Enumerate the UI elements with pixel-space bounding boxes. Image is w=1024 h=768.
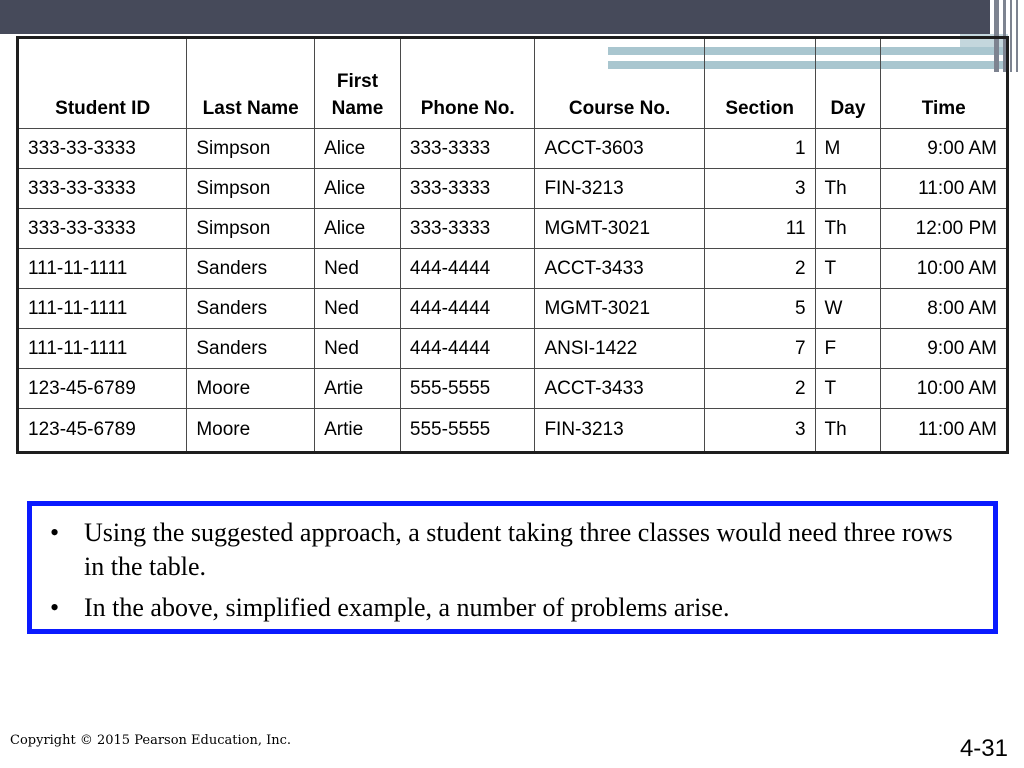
cell-first-name: Alice [315,209,401,249]
cell-student-id: 111-11-1111 [18,249,187,289]
cell-student-id: 111-11-1111 [18,329,187,369]
top-decorative-bar [0,0,990,34]
cell-phone-no: 333-3333 [400,169,535,209]
cell-last-name: Simpson [187,129,315,169]
cell-course-no: ANSI-1422 [535,329,704,369]
cell-time: 9:00 AM [881,329,1008,369]
header-day: Day [815,38,881,129]
cell-section: 7 [704,329,815,369]
cell-day: Th [815,209,881,249]
cell-last-name: Sanders [187,249,315,289]
enrollment-table-container [16,36,1009,454]
header-phone-no: Phone No. [400,38,535,129]
cell-course-no: ACCT-3433 [535,249,704,289]
cell-phone-no: 555-5555 [400,369,535,409]
cell-day: W [815,289,881,329]
cell-course-no: MGMT-3021 [535,289,704,329]
cell-first-name: Alice [315,169,401,209]
cell-last-name: Moore [187,369,315,409]
cell-student-id: 123-45-6789 [18,369,187,409]
cell-first-name: Alice [315,129,401,169]
table-header-row [18,38,1008,129]
cell-phone-no: 333-3333 [400,129,535,169]
table-row [18,249,1008,289]
cell-course-no: ACCT-3603 [535,129,704,169]
cell-last-name: Sanders [187,289,315,329]
cell-section: 2 [704,369,815,409]
cell-first-name: Artie [315,369,401,409]
cell-day: T [815,369,881,409]
table-row [18,209,1008,249]
cell-time: 10:00 AM [881,369,1008,409]
bullet-box [27,501,998,634]
cell-student-id: 333-33-3333 [18,129,187,169]
cell-phone-no: 444-4444 [400,329,535,369]
header-last-name: Last Name [187,38,315,129]
cell-last-name: Sanders [187,329,315,369]
cell-section: 1 [704,129,815,169]
cell-student-id: 333-33-3333 [18,169,187,209]
cell-section: 3 [704,409,815,453]
cell-day: T [815,249,881,289]
cell-day: F [815,329,881,369]
cell-first-name: Artie [315,409,401,453]
cell-time: 8:00 AM [881,289,1008,329]
table-row [18,169,1008,209]
header-section: Section [704,38,815,129]
cell-phone-no: 555-5555 [400,409,535,453]
cell-day: Th [815,409,881,453]
cell-time: 9:00 AM [881,129,1008,169]
enrollment-table [16,36,1009,454]
table-row [18,289,1008,329]
copyright-notice: Copyright © 2015 Pearson Education, Inc. [10,733,292,748]
cell-phone-no: 444-4444 [400,249,535,289]
bullet-item [46,516,979,584]
cell-phone-no: 444-4444 [400,289,535,329]
cell-time: 11:00 AM [881,169,1008,209]
cell-section: 2 [704,249,815,289]
cell-course-no: ACCT-3433 [535,369,704,409]
header-first-name: First Name [315,38,401,129]
bullet-item [46,591,979,625]
table-row [18,369,1008,409]
cell-section: 11 [704,209,815,249]
table-row [18,129,1008,169]
bullet-text: In the above, simplified example, a number of problems arise. [84,593,730,622]
cell-section: 3 [704,169,815,209]
cell-time: 11:00 AM [881,409,1008,453]
cell-first-name: Ned [315,289,401,329]
slide-number: 4-31 [959,735,1008,762]
cell-student-id: 333-33-3333 [18,209,187,249]
cell-course-no: FIN-3213 [535,169,704,209]
cell-time: 12:00 PM [881,209,1008,249]
cell-last-name: Simpson [187,169,315,209]
bullet-dot-icon: • [50,593,60,622]
cell-phone-no: 333-3333 [400,209,535,249]
header-time: Time [881,38,1008,129]
cell-student-id: 111-11-1111 [18,289,187,329]
header-student-id: Student ID [18,38,187,129]
cell-first-name: Ned [315,249,401,289]
cell-time: 10:00 AM [881,249,1008,289]
cell-day: Th [815,169,881,209]
cell-last-name: Simpson [187,209,315,249]
cell-first-name: Ned [315,329,401,369]
cell-course-no: FIN-3213 [535,409,704,453]
bullet-text: Using the suggested approach, a student taking three classes would need three rows in the table. [84,518,953,581]
cell-course-no: MGMT-3021 [535,209,704,249]
cell-last-name: Moore [187,409,315,453]
cell-student-id: 123-45-6789 [18,409,187,453]
cell-section: 5 [704,289,815,329]
table-row [18,329,1008,369]
table-row [18,409,1008,453]
cell-day: M [815,129,881,169]
bullet-dot-icon: • [50,518,60,547]
bullet-list [46,516,979,625]
header-course-no: Course No. [535,38,704,129]
